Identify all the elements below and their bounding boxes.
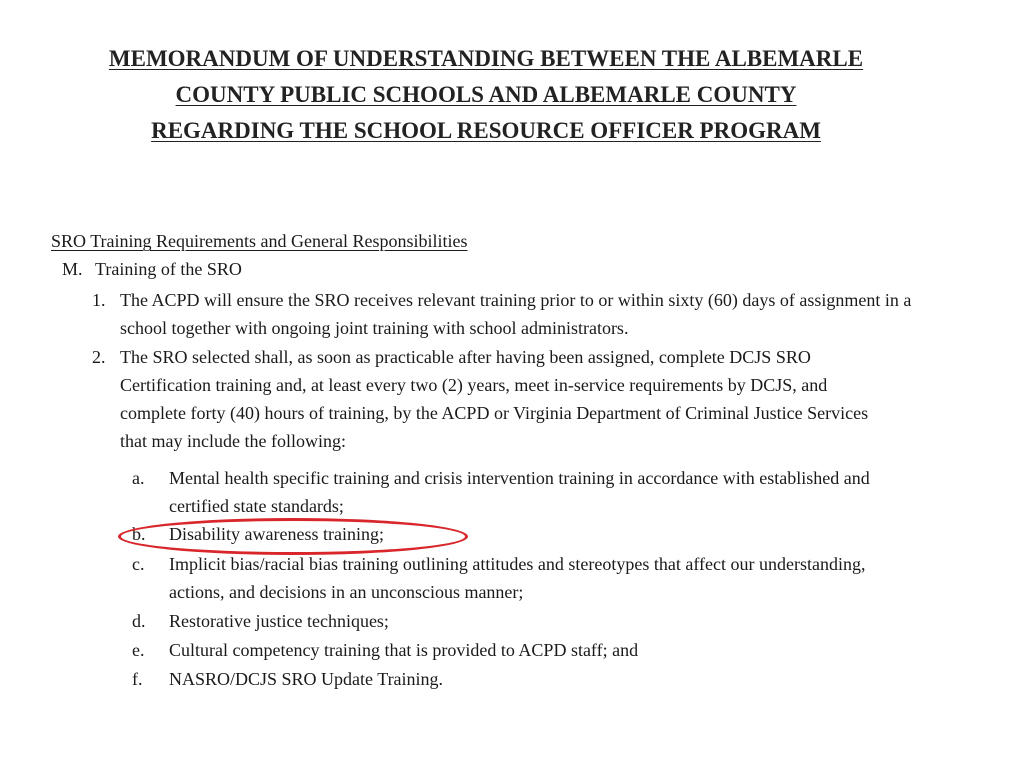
sub-item-d [132,607,632,635]
sub-item-f [132,665,632,693]
sub-item-marker: c. [132,554,145,574]
title-line-2: COUNTY PUBLIC SCHOOLS AND ALBEMARLE COUNTY [175,82,797,107]
training-heading-marker: M. [62,259,83,279]
sub-item-text: Implicit bias/racial bias training outlining attitudes and stereotypes that affect our understanding, actions, and decisions in an unconscious manner; [169,554,866,602]
sub-item-a [132,464,892,520]
numbered-item-text: The SRO selected shall, as soon as practicable after having been assigned, complete DCJS SRO Certification training and, at least every two (2) years, meet in-service requirements by DCJS, and complete forty (40) hours of training, by the ACPD or Virginia Department of Criminal Justice Services that may include the following: [120,347,869,451]
sub-item-c [132,550,912,606]
sub-item-marker: b. [132,524,146,544]
sub-item-text: NASRO/DCJS SRO Update Training. [169,669,444,689]
title-line-1: MEMORANDUM OF UNDERSTANDING BETWEEN THE ALBEMARLE [108,46,864,71]
sub-item-e [132,636,832,664]
sub-item-marker: f. [132,669,143,689]
sub-item-marker: e. [132,640,145,660]
title-line-3: REGARDING THE SCHOOL RESOURCE OFFICER PROGRAM [151,118,821,143]
sub-item-marker: d. [132,611,146,631]
training-heading-label: Training of the SRO [95,259,242,279]
memorandum-title [0,41,972,149]
section-heading: SRO Training Requirements and General Responsibilities [51,231,468,251]
sub-item-text: Cultural competency training that is provided to ACPD staff; and [169,640,639,660]
numbered-item-marker: 1. [92,290,106,310]
sub-item-marker: a. [132,468,145,488]
numbered-item-2 [92,343,882,455]
training-heading [62,259,242,280]
sub-item-text: Restorative justice techniques; [169,611,389,631]
numbered-item-1 [92,286,912,342]
sub-item-text: Mental health specific training and crisis intervention training in accordance with established and certified state standards; [169,468,870,516]
numbered-item-text: The ACPD will ensure the SRO receives relevant training prior to or within sixty (60) days of assignment in a school together with ongoing joint training with school administrators. [120,290,912,338]
numbered-item-marker: 2. [92,347,106,367]
sub-item-text: Disability awareness training; [169,524,384,544]
